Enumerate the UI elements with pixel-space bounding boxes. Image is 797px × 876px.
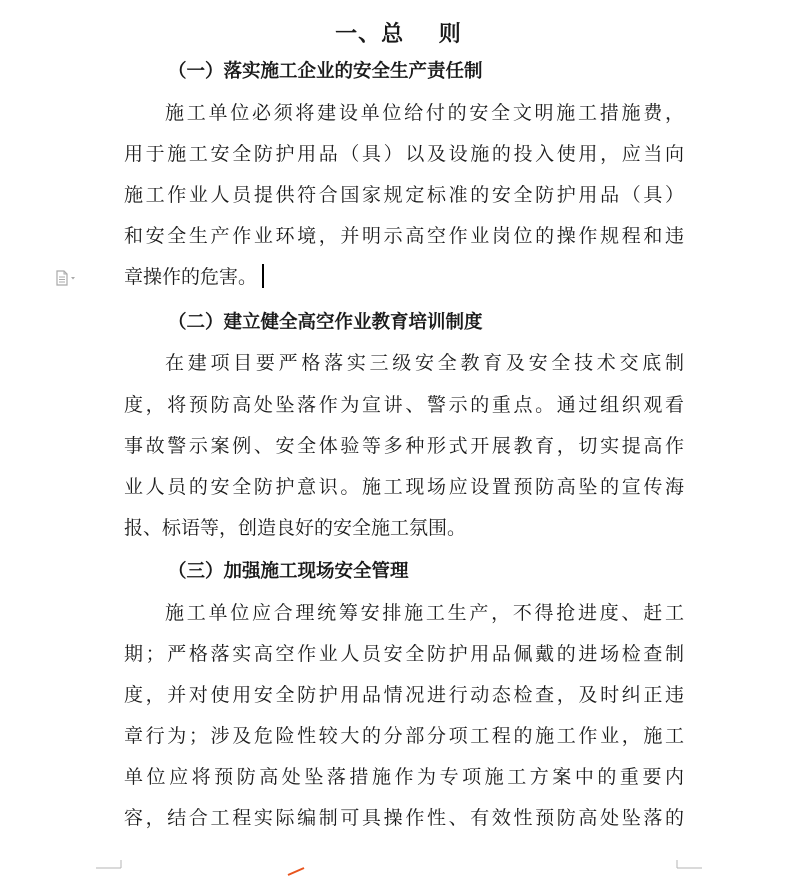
margin-corner-mark-right [674,860,704,876]
paragraph-line: 单位应将预防高处坠落措施作为专项施工方案中的重要内 [124,766,684,788]
section-heading-1: （一）落实施工企业的安全生产责任制 [168,61,483,82]
document-title: 一、总 则 [335,22,462,47]
page-edge-mark [286,866,308,876]
text-cursor [262,264,264,288]
paragraph-options-icon[interactable] [54,270,78,286]
margin-corner-mark-left [96,860,126,876]
paragraph-line: 度，并对使用安全防护用品情况进行动态检查，及时纠正违 [124,684,684,706]
section-heading-3: （三）加强施工现场安全管理 [168,561,409,582]
paragraph-line: 章行为；涉及危险性较大的分部分项工程的施工作业，施工 [124,725,684,747]
paragraph-line: 报、标语等，创造良好的安全施工氛围。 [124,517,467,539]
paragraph-line: 在建项目要严格落实三级安全教育及安全技术交底制 [165,352,684,374]
paragraph-line: 度，将预防高处坠落作为宣讲、警示的重点。通过组织观看 [124,394,684,416]
section-heading-2: （二）建立健全高空作业教育培训制度 [168,312,483,333]
paragraph-line: 业人员的安全防护意识。施工现场应设置预防高坠的宣传海 [124,476,684,498]
paragraph-line: 期；严格落实高空作业人员安全防护用品佩戴的进场检查制 [124,643,684,665]
paragraph-line: 用于施工安全防护用品（具）以及设施的投入使用，应当向 [124,143,684,165]
paragraph-line: 施工单位必须将建设单位给付的安全文明施工措施费， [165,102,684,124]
paragraph-line-text: 章操作的危害。 [124,266,258,288]
paragraph-line: 施工作业人员提供符合国家规定标准的安全防护用品（具） [124,184,684,206]
paragraph-line-with-caret[interactable] [124,262,264,292]
paragraph-line: 施工单位应合理统筹安排施工生产，不得抢进度、赶工 [165,602,684,624]
paragraph-line: 容，结合工程实际编制可具操作性、有效性预防高处坠落的 [124,807,684,829]
paragraph-line: 事故警示案例、安全体验等多种形式开展教育，切实提高作 [124,435,684,457]
paragraph-line: 和安全生产作业环境，并明示高空作业岗位的操作规程和违 [124,225,684,247]
